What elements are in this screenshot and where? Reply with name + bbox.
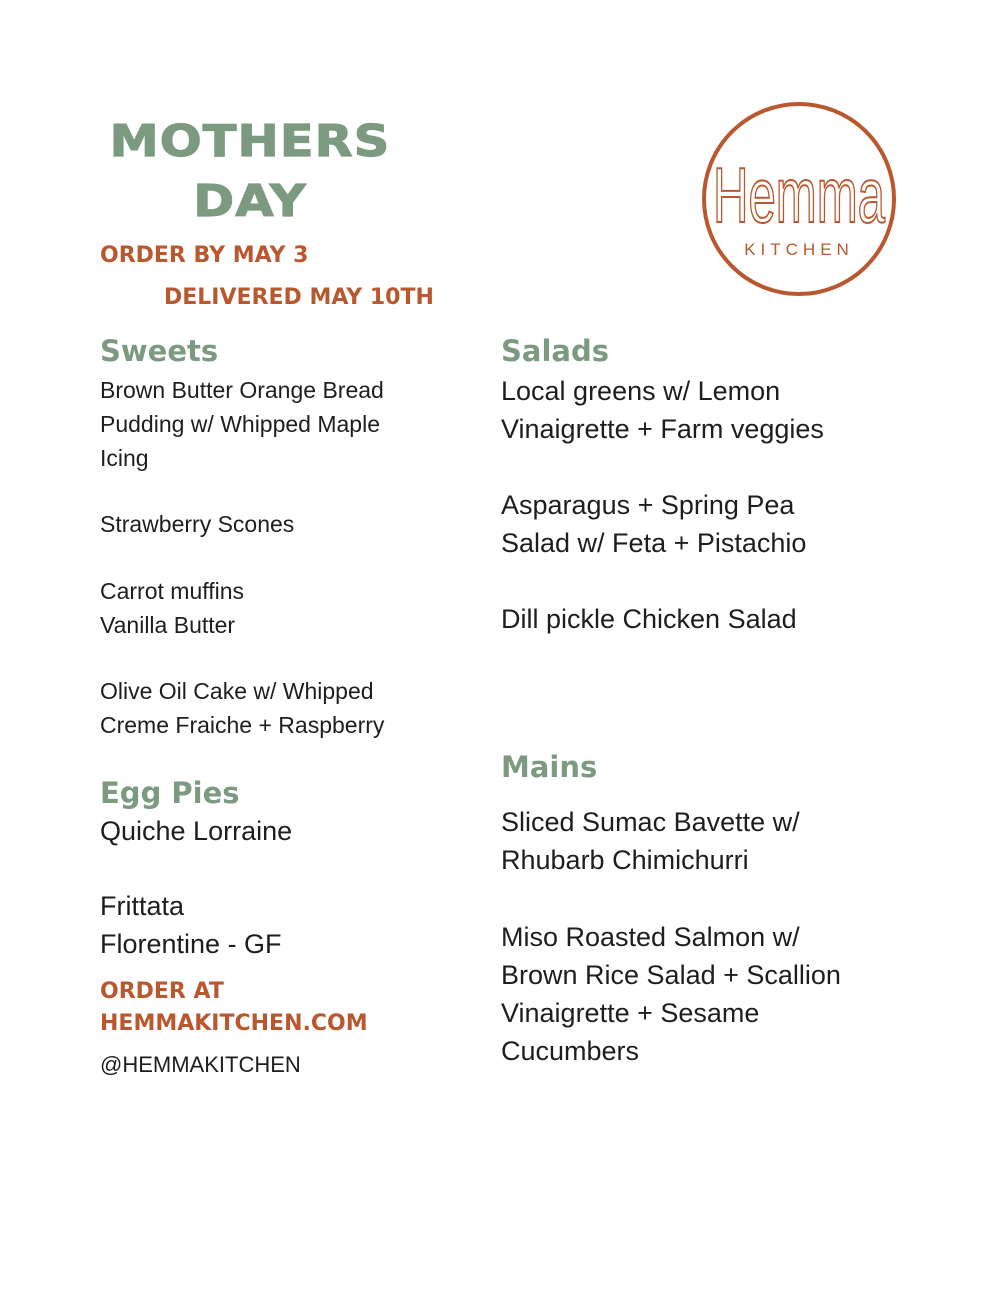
social-handle: @HEMMAKITCHEN bbox=[100, 1052, 301, 1077]
logo-sub-text: KITCHEN bbox=[744, 240, 854, 259]
sweets-item-scones: Strawberry Scones bbox=[100, 511, 295, 537]
title-line-1: MOTHERS bbox=[109, 116, 391, 167]
egg-pies-item-frittata: Frittata Florentine - GF bbox=[100, 891, 282, 959]
sweets-item-carrot-muffins: Carrot muffins Vanilla Butter bbox=[100, 578, 245, 638]
sweets-item-olive-oil-cake: Olive Oil Cake w/ Whipped Creme Fraiche + Raspberry bbox=[100, 678, 385, 738]
salads-item-chicken-salad: Dill pickle Chicken Salad bbox=[501, 604, 797, 634]
salads-heading: Salads bbox=[501, 334, 609, 368]
delivery-date: DELIVERED MAY 10TH bbox=[164, 285, 434, 310]
title-line-2: DAY bbox=[193, 176, 307, 227]
logo-brand-text: Hemma bbox=[713, 151, 886, 239]
egg-pies-heading: Egg Pies bbox=[100, 776, 240, 810]
sweets-heading: Sweets bbox=[100, 334, 219, 368]
order-by-date: ORDER BY MAY 3 bbox=[100, 243, 309, 268]
egg-pies-item-quiche: Quiche Lorraine bbox=[100, 816, 293, 846]
hemma-kitchen-logo bbox=[700, 100, 898, 298]
sweets-item-bread-pudding: Brown Butter Orange Bread Pudding w/ Whipped Maple Icing bbox=[100, 377, 384, 471]
salads-item-asparagus: Asparagus + Spring Pea Salad w/ Feta + Pistachio bbox=[501, 490, 807, 558]
mains-item-bavette: Sliced Sumac Bavette w/ Rhubarb Chimichurri bbox=[501, 807, 800, 875]
mains-heading: Mains bbox=[501, 750, 598, 784]
mains-item-salmon: Miso Roasted Salmon w/ Brown Rice Salad + Scallion Vinaigrette + Sesame Cucumbers bbox=[501, 922, 841, 1066]
salads-item-local-greens: Local greens w/ Lemon Vinaigrette + Farm veggies bbox=[501, 376, 824, 444]
order-at-website[interactable]: ORDER AT HEMMAKITCHEN.COM bbox=[100, 979, 368, 1036]
